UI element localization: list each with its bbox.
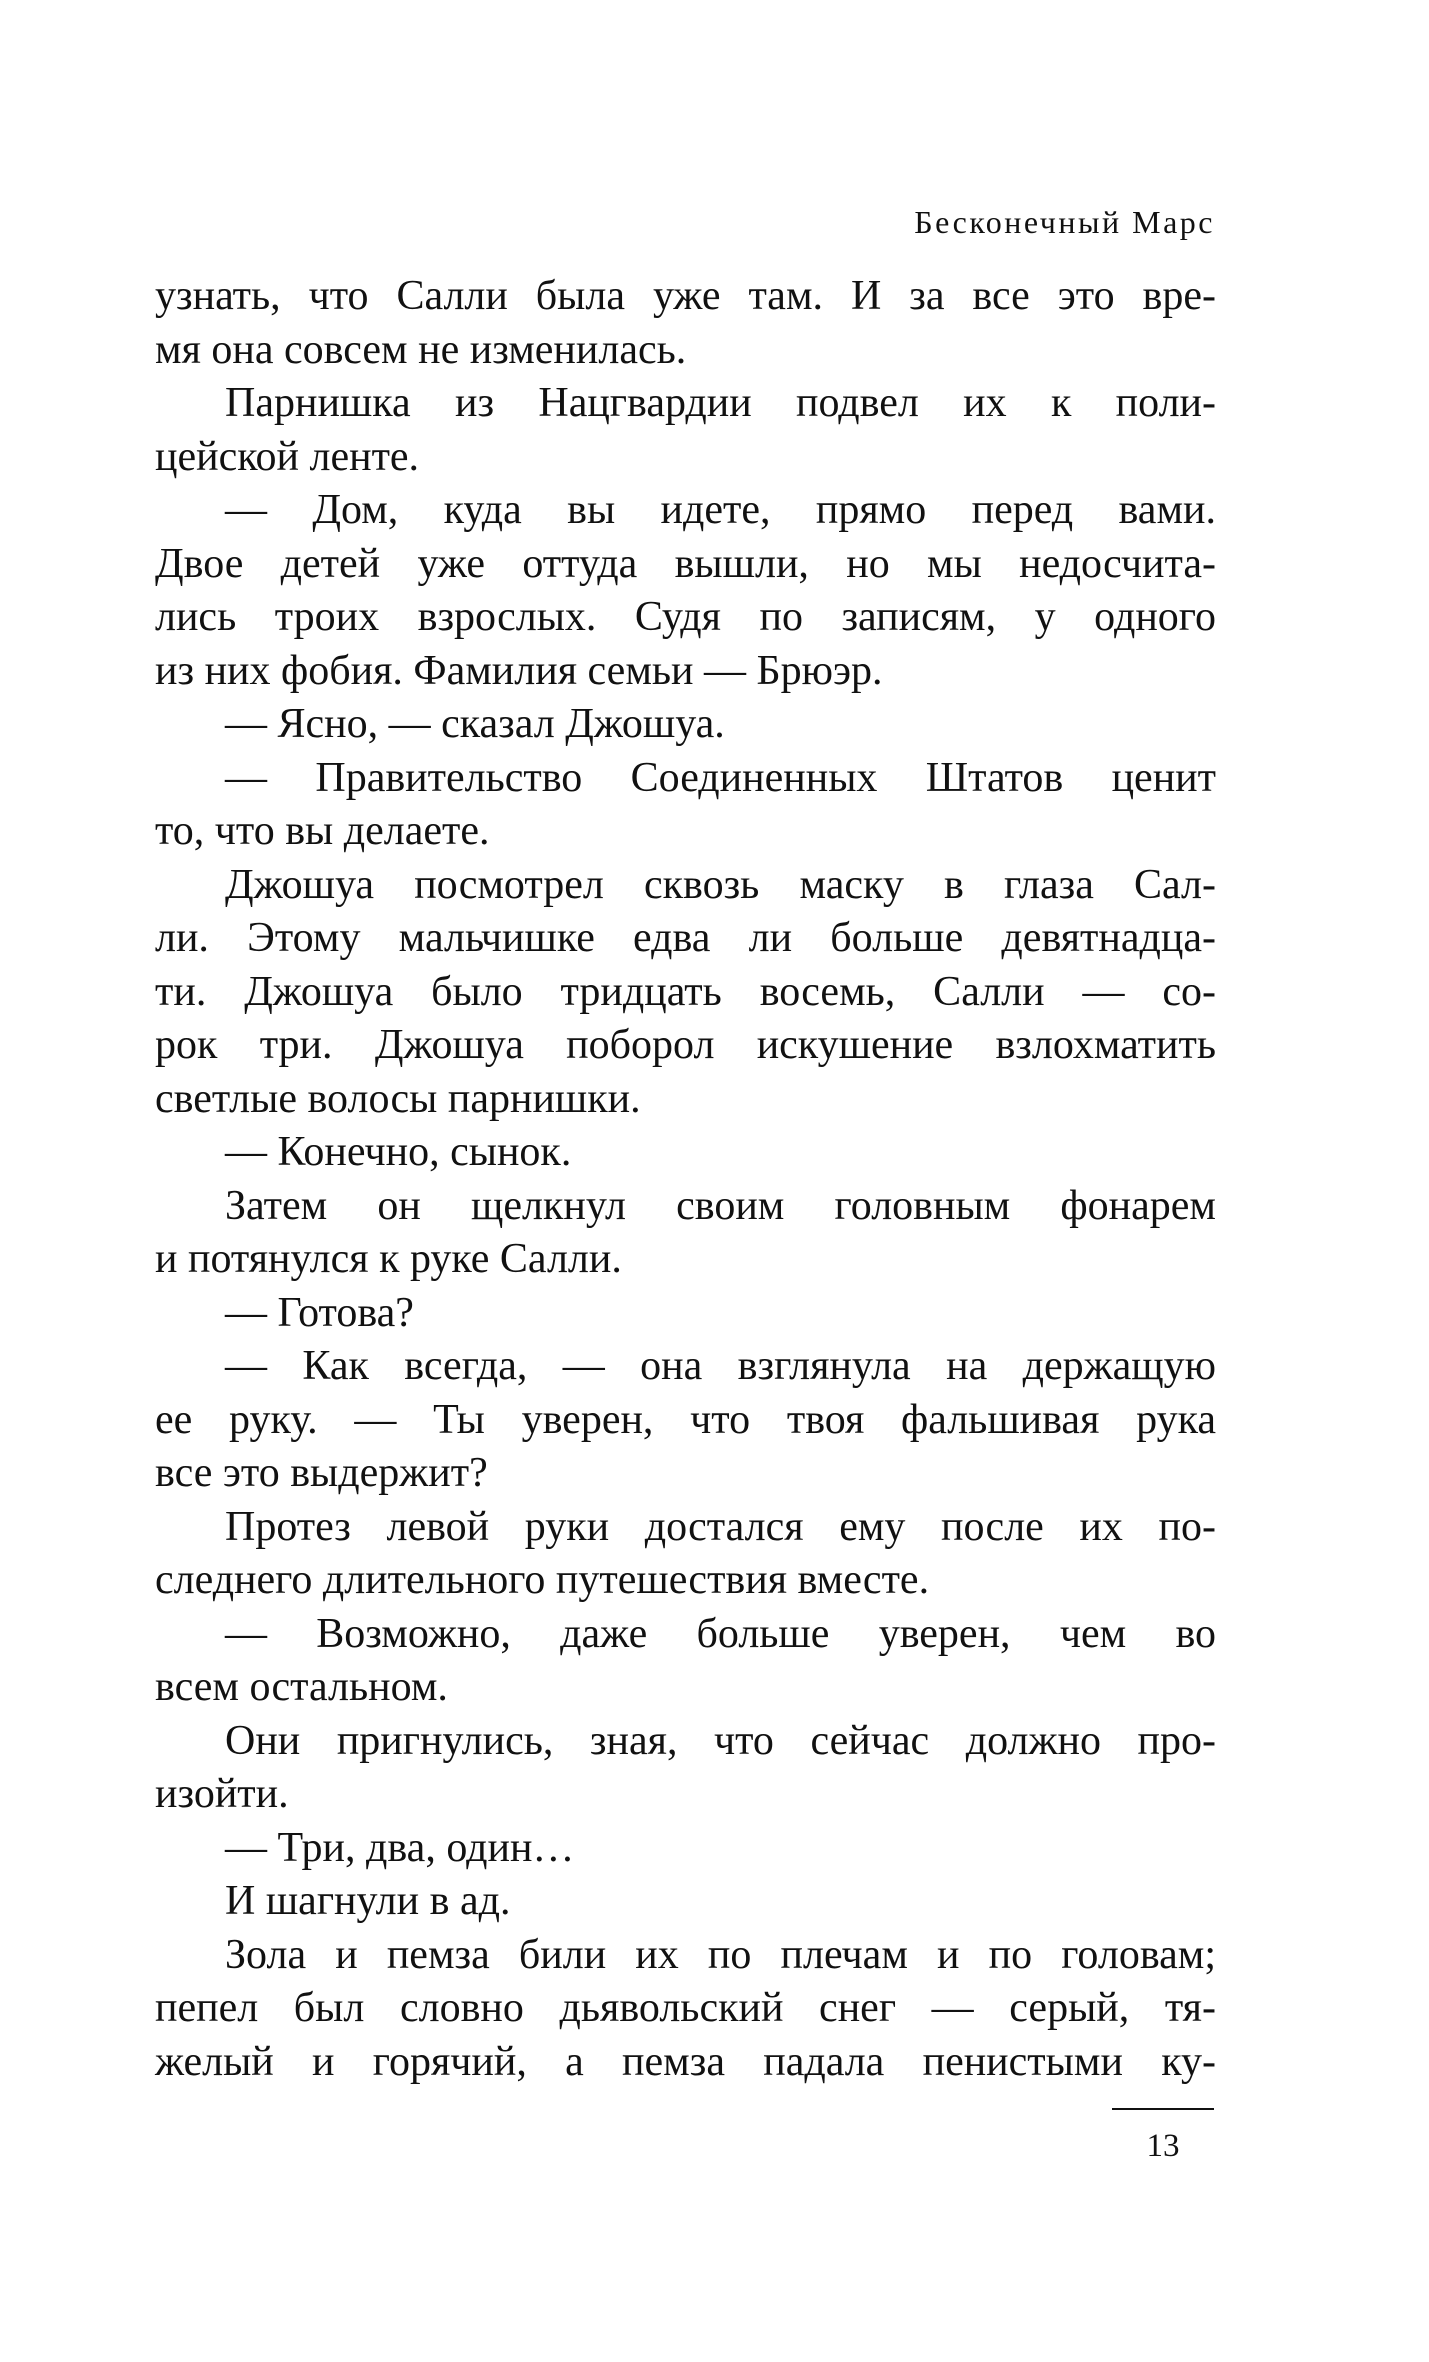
text-line: И шагнули в ад. — [225, 1878, 511, 1924]
text-line: изойти. — [155, 1771, 289, 1817]
text-line: Парнишка из Нацгвардии подвел их к поли- — [225, 380, 1216, 426]
text-line: — Возможно, даже больше уверен, чем во — [225, 1610, 1216, 1657]
text-line: и потянулся к руке Салли. — [155, 1236, 622, 1282]
text-line: Протез левой руки достался ему после их по- — [225, 1503, 1216, 1550]
body-text — [155, 270, 1216, 2089]
text-line: ли. Этому мальчишке едва ли больше девятнадца- — [155, 915, 1216, 961]
text-line: — Конечно, сынок. — [225, 1129, 572, 1175]
text-line: — Правительство Соединенных Штатов ценит — [225, 754, 1216, 801]
text-line: все это выдержит? — [155, 1450, 488, 1496]
text-line: следнего длительного путешествия вместе. — [155, 1557, 930, 1603]
text-line: пепел был словно дьявольский снег — серый, тя- — [155, 1985, 1216, 2031]
text-line: мя она совсем не изменилась. — [155, 326, 687, 373]
text-line: Джошуа посмотрел сквозь маску в глаза Сал- — [225, 861, 1216, 908]
page-number: 13 — [1146, 2128, 1180, 2164]
text-line: ее руку. — Ты уверен, что твоя фальшивая рука — [155, 1396, 1216, 1443]
text-line: Зола и пемза били их по плечам и по головам; — [225, 1931, 1216, 1978]
text-line: желый и горячий, а пемза падала пенистыми ку- — [155, 2038, 1216, 2085]
text-line: всем остальном. — [155, 1664, 448, 1710]
text-line: ти. Джошуа было тридцать восемь, Салли — со- — [155, 968, 1216, 1015]
text-line: Двое детей уже оттуда вышли, но мы недосчита- — [155, 540, 1216, 587]
text-line: цейской ленте. — [155, 433, 420, 480]
running-head: Бесконечный Марс — [914, 204, 1215, 240]
text-line: из них фобия. Фамилия семьи — Брюэр. — [155, 647, 883, 694]
text-line: узнать, что Салли была уже там. И за все это вре- — [155, 273, 1216, 319]
text-line: — Ясно, — сказал Джошуа. — [225, 701, 725, 747]
text-line: — Дом, куда вы идете, прямо перед вами. — [225, 487, 1216, 533]
text-line: — Готова? — [225, 1289, 414, 1336]
text-line: Они пригнулись, зная, что сейчас должно про- — [225, 1717, 1216, 1764]
text-line: — Как всегда, — она взглянула на держащую — [225, 1343, 1216, 1389]
text-line: рок три. Джошуа поборол искушение взлохматить — [155, 1022, 1216, 1068]
text-line: лись троих взрослых. Судя по записям, у одного — [155, 594, 1216, 640]
folio-rule — [1112, 2108, 1214, 2110]
text-line: то, что вы делаете. — [155, 808, 490, 854]
text-line: Затем он щелкнул своим головным фонарем — [225, 1182, 1216, 1229]
text-line: — Три, два, один… — [225, 1824, 575, 1871]
text-line: светлые волосы парнишки. — [155, 1075, 641, 1122]
